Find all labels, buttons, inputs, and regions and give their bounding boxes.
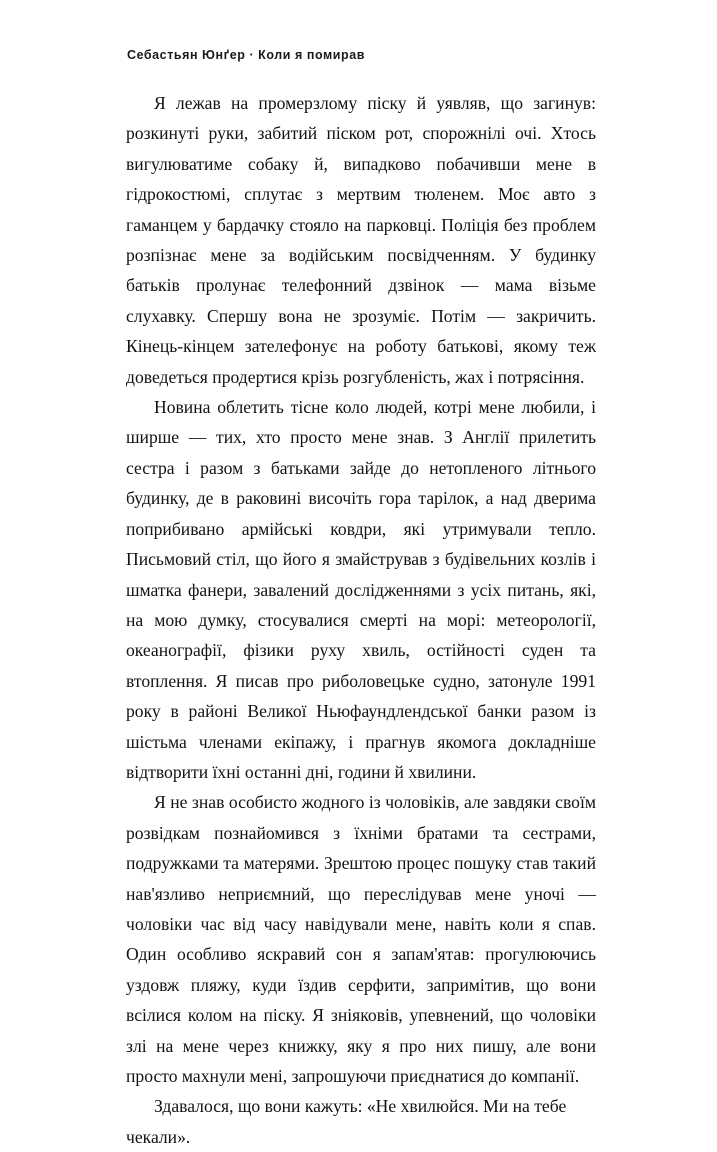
running-head: Себастьян Юнґер · Коли я помирав [127, 48, 365, 62]
paragraph: Я лежав на промерзлому піску й уявляв, що загинув: розкинуті руки, забитий піском рот, спорожнілі очі. Хтось вигулюватиме собаку й, випадково побачивши мене в гідрокостюмі, сплутає з мертвим тюленем. Моє авто з гаманцем у бардачку стояло на парковці. Поліція без проблем розпізнає мене за водійським посвідченням. У будинку батьків пролунає телефонний дзвінок — мама візьме слухавку. Спершу вона не зрозуміє. Потім — закричить. Кінець-кінцем зателефонує на роботу батькові, якому теж доведеться продертися крізь розгубленість, жах і потрясіння. [126, 93, 596, 387]
body-text [126, 88, 596, 1152]
paragraph: Здавалося, що вони кажуть: «Не хвилюйся. Ми на тебе чекали». [126, 1096, 567, 1147]
paragraph: Новина облетить тісне коло людей, котрі мене любили, і ширше — тих, хто просто мене знав. З Англії прилетить сестра і разом з батьками зайде до нетопленого літнього будинку, де в раковині височіть гора тарілок, а над дверима поприбивано армійські ковдри, які утримували тепло. Письмовий стіл, що його я змайстрував з будівельних козлів і шматка фанери, завалений дослідженнями з усіх питань, які, на мою думку, стосувалися смерті на морі: метеорології, океанографії, фізики руху хвиль, остійності суден та втоплення. Я писав про риболовецьке судно, затонуле 1991 року в районі Великої Ньюфаундлендської банки разом із шістьма членами екіпажу, і прагнув якомога докладніше відтворити їхні останні дні, години й хвилини. [126, 397, 596, 782]
paragraph: Я не знав особисто жодного із чоловіків, але завдяки своїм розвідкам познайомився з їхніми братами та сестрами, подружками та матерями. Зрештою процес пошуку став такий нав'язливо неприємний, що переслідував мене уночі — чоловіки час від часу навідували мене, навіть коли я спав. Один особливо яскравий сон я запам'ятав: прогулюючись уздовж пляжу, куди їздив серфити, запримітив, що вони всілися колом на піску. Я зніяковів, упевнений, що чоловіки злі на мене через книжку, яку я про них пишу, але вони просто махнули мені, запрошуючи приєднатися до компанії. [126, 792, 596, 1086]
